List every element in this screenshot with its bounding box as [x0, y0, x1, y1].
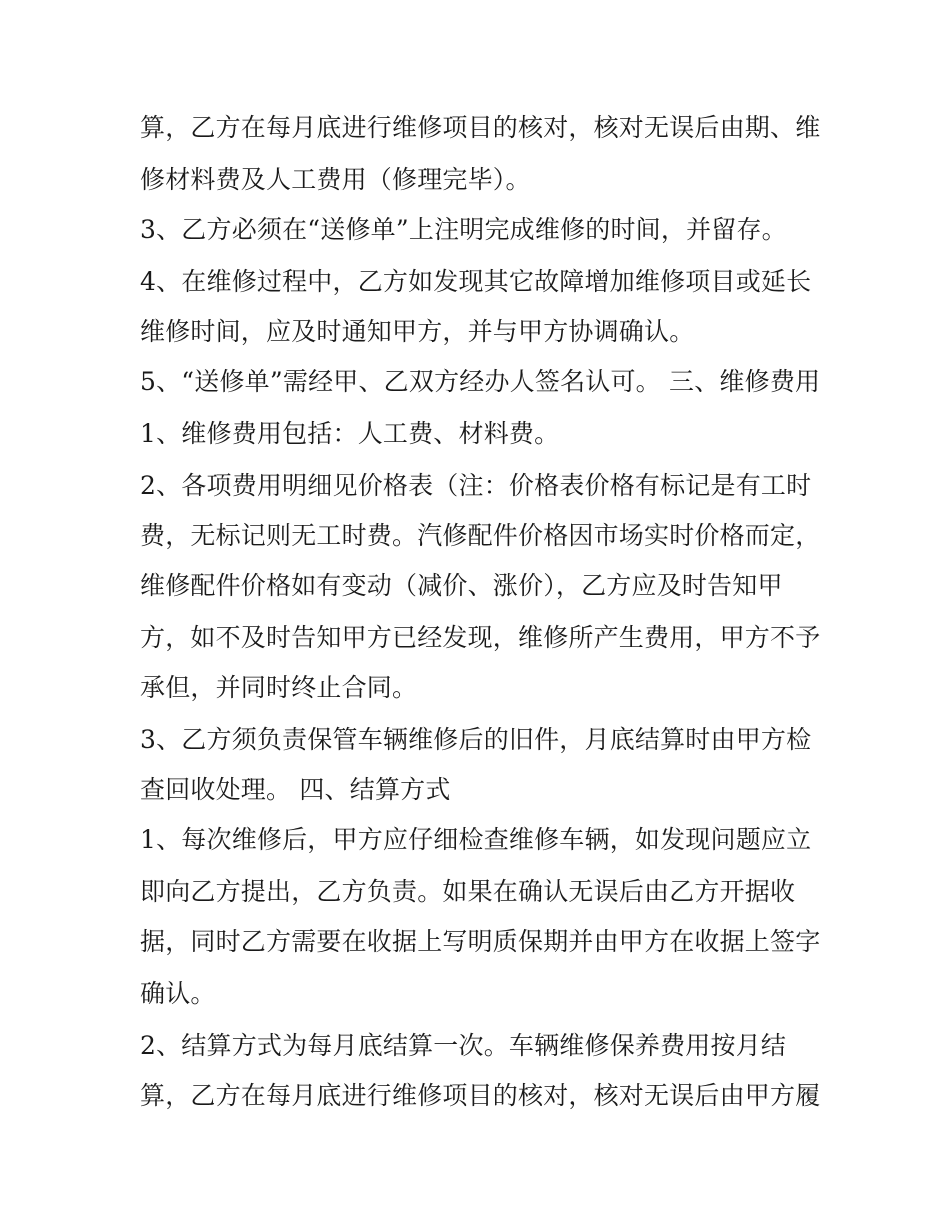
text-line: 3、乙方须负责保管车辆维修后的旧件，月底结算时由甲方检	[140, 725, 812, 754]
text-line: 确认。	[140, 979, 216, 1008]
text-line: 方，如不及时告知甲方已经发现，维修所产生费用，甲方不予	[140, 623, 821, 652]
text-line: 1、每次维修后，甲方应仔细检查维修车辆，如发现问题应立	[140, 825, 812, 854]
text-line: 算，乙方在每月底进行维修项目的核对，核对无误后由期、维	[140, 113, 821, 142]
text-line: 据，同时乙方需要在收据上写明质保期并由甲方在收据上签字	[140, 927, 821, 956]
text-line: 修材料费及人工费用（修理完毕）。	[140, 165, 531, 194]
text-line: 费，无标记则无工时费。汽修配件价格因市场实时价格而定，	[140, 521, 821, 550]
text-line: 维修配件价格如有变动（减价、涨价），乙方应及时告知甲	[140, 571, 783, 600]
text-line: 查回收处理。 四、结算方式	[140, 775, 451, 804]
text-line: 4、在维修过程中，乙方如发现其它故障增加维修项目或延长	[140, 267, 812, 296]
text-line: 2、各项费用明细见价格表（注：价格表价格有标记是有工时	[140, 471, 812, 500]
text-line: 即向乙方提出，乙方负责。如果在确认无误后由乙方开据收	[140, 877, 796, 906]
text-line: 2、结算方式为每月底结算一次。车辆维修保养费用按月结	[140, 1031, 787, 1060]
text-line: 算，乙方在每月底进行维修项目的核对，核对无误后由甲方履	[140, 1081, 821, 1110]
text-line: 3、乙方必须在“送修单”上注明完成维修的时间，并留存。	[140, 215, 787, 244]
text-line: 1、维修费用包括：人工费、材料费。	[140, 419, 560, 448]
text-line: 5、“送修单”需经甲、乙双方经办人签名认可。 三、维修费用	[140, 367, 821, 396]
text-line: 维修时间，应及时通知甲方，并与甲方协调确认。	[140, 317, 695, 346]
text-line: 承但，并同时终止合同。	[140, 673, 418, 702]
